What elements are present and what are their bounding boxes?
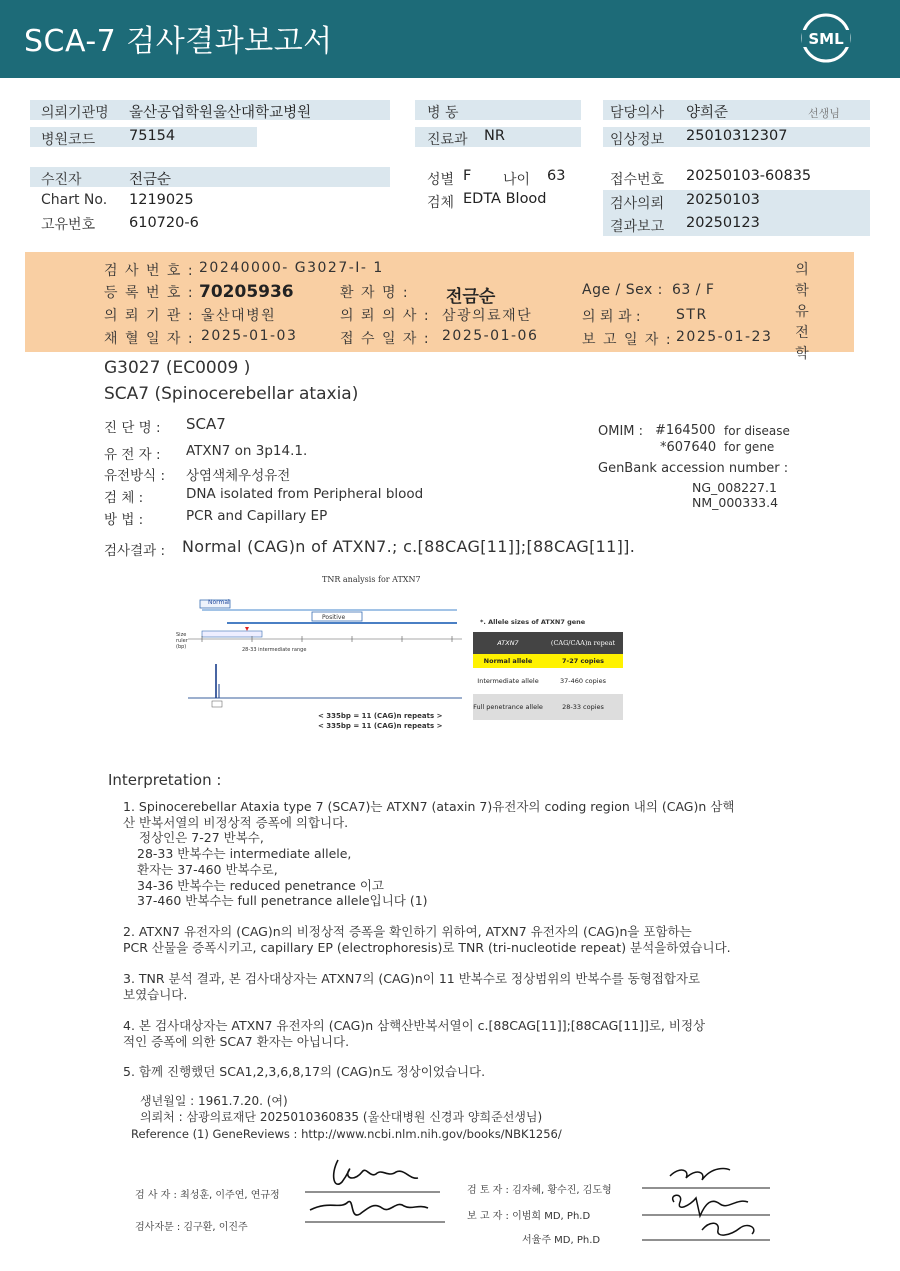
dept-value: NR: [484, 128, 505, 144]
marker-icon: [245, 627, 249, 631]
reviewer-signature-icon: [640, 1158, 775, 1243]
omim-disease-id: #164500: [655, 423, 716, 438]
allele-table-title: *. Allele sizes of ATXN7 gene: [480, 618, 586, 626]
allele-cell: Full penetrance allele: [473, 703, 543, 711]
test-no-label: 검 사 번 호 :: [104, 263, 195, 279]
allele-row-intermediate: [473, 668, 623, 694]
req-dept-value: STR: [676, 307, 708, 323]
vertical-char: 유: [795, 304, 809, 320]
vertical-char: 학: [795, 283, 809, 299]
omim-gene-desc: for gene: [724, 440, 775, 454]
positive-label: Positive: [322, 614, 346, 621]
reporter-names: 보 고 자 : 이범희 MD, Ph.D: [467, 1211, 591, 1222]
logo-text: SML: [808, 30, 844, 48]
reference-line: Reference (1) GeneReviews : http://www.ncbi.nlm.nih.gov/books/NBK1256/: [131, 1127, 562, 1141]
org-value: 울산공업학원울산대학교병원: [129, 105, 312, 121]
diag-value: SCA7: [186, 415, 226, 433]
interp-line: 3. TNR 분석 결과, 본 검사대상자는 ATXN7의 (CAG)n이 11 반복수로 정상범위의 반복수를 동형접합자로: [123, 971, 701, 986]
method-label: 방 법 :: [104, 512, 144, 528]
report-title: SCA-7 검사결과보고서: [24, 24, 333, 59]
peak-label-box: [212, 701, 222, 707]
advisor-names: 검사자문 : 김구환, 이진주: [135, 1222, 248, 1233]
allele-cell: 7-27 copies: [561, 657, 604, 665]
interp-line: 정상인은 7-27 반복수,: [139, 830, 264, 845]
size-ruler-label: Size ruler (bp): [176, 632, 188, 650]
interp-line: 5. 함께 진행했던 SCA1,2,3,6,8,17의 (CAG)n도 정상이었습니다.: [123, 1064, 486, 1079]
info-bar-patient: [30, 167, 390, 187]
omim-gene-id: *607640: [660, 440, 717, 455]
interp-line: 34-36 반복수는 reduced penetrance 이고: [137, 878, 384, 893]
tnr-schematic: [172, 592, 472, 732]
orange-receipt-value: 2025-01-06: [442, 328, 539, 344]
dept-label: 진료과: [427, 132, 468, 148]
interp-line: 보였습니다.: [123, 987, 188, 1002]
specimen-value: EDTA Blood: [463, 191, 547, 207]
specimen-detail-label: 검 체 :: [104, 490, 144, 506]
intermediate-box: [202, 631, 262, 637]
peak-annotation-2: < 335bp = 11 (CAG)n repeats >: [318, 722, 443, 730]
requester-line: 의뢰처 : 삼광의료재단 2025010360835 (울산대병원 신경과 양희준선생님): [140, 1110, 543, 1124]
reg-no-value: 70205936: [199, 282, 294, 302]
interp-line: 산 반복서열의 비정상적 증폭에 의합니다.: [123, 815, 349, 830]
interp-line: 37-460 반복수는 full penetrance allele입니다 (1): [137, 893, 428, 908]
request-label: 검사의뢰: [610, 196, 665, 212]
collect-label: 채 혈 일 자 :: [104, 331, 195, 347]
allele-table-header: [473, 632, 623, 654]
interp-line: 환자는 37-460 반복수로,: [137, 862, 278, 877]
method-value: PCR and Capillary EP: [186, 508, 328, 524]
allele-cell: Intermediate allele: [477, 677, 539, 685]
orange-report-label: 보 고 일 자 :: [582, 332, 673, 348]
uid-value: 610720-6: [129, 215, 199, 231]
vertical-char: 의: [795, 262, 809, 278]
orange-report-value: 2025-01-23: [676, 329, 773, 345]
age-label: 나이: [503, 172, 531, 188]
figure-title: TNR analysis for ATXN7: [322, 575, 421, 584]
allele-head-repeat: (CAG/CAA)n repeat: [550, 639, 616, 647]
patient-value: 전금순: [129, 172, 172, 188]
inherit-label: 유전방식 :: [104, 468, 166, 484]
gene-label: 유 전 자 :: [104, 447, 161, 463]
doctor-label: 담당의사: [610, 105, 665, 121]
specimen-detail-value: DNA isolated from Peripheral blood: [186, 486, 424, 502]
interp-line: 적인 증폭에 의한 SCA7 환자는 아닙니다.: [123, 1034, 350, 1049]
req-dept-label: 의 뢰 과 :: [582, 309, 641, 325]
gene-value: ATXN7 on 3p14.1.: [186, 443, 308, 459]
vertical-char: 학: [795, 346, 809, 362]
allele-table: [473, 632, 623, 720]
genbank-label: GenBank accession number :: [598, 461, 789, 476]
peak-annotation-1: < 335bp = 11 (CAG)n repeats >: [318, 712, 443, 720]
receipt-value: 20250103-60835: [686, 168, 812, 184]
orange-patient-label: 환 자 명 :: [340, 285, 410, 301]
specimen-label: 검체: [427, 195, 455, 211]
omim-disease-desc: for disease: [724, 424, 790, 438]
collect-value: 2025-01-03: [201, 328, 298, 344]
genbank-nm: NM_000333.4: [692, 495, 779, 510]
allele-cell: 28-33 copies: [562, 703, 604, 711]
request-value: 20250103: [686, 192, 760, 208]
omim-label: OMIM :: [598, 424, 644, 439]
interp-line: 2. ATXN7 유전자의 (CAG)n의 비정상적 증폭을 확인하기 위하여, ATXN7 유전자의 (CAG)n을 포함하는: [123, 924, 692, 939]
reporter-names-2: 서율주 MD, Ph.D: [522, 1235, 601, 1246]
org-label: 의뢰기관명: [41, 105, 109, 121]
result-value: Normal (CAG)n of ATXN7.; c.[88CAG[11]];[88CAG[11]].: [182, 537, 636, 556]
normal-label: Normal: [208, 599, 230, 606]
interp-line: 4. 본 검사대상자는 ATXN7 유전자의 (CAG)n 삼핵산반복서열이 c.[88CAG[11]];[88CAG[11]]로, 비정상: [123, 1018, 706, 1033]
allele-row-full: [473, 694, 623, 720]
orange-org-value: 울산대병원: [201, 308, 277, 324]
reg-no-label: 등 록 번 호 :: [104, 285, 195, 301]
chart-label: Chart No.: [41, 192, 108, 208]
intermediate-range-label: 28-33 intermediate range: [242, 647, 307, 653]
doctor-value: 양희준: [686, 105, 729, 121]
sml-logo-icon: [800, 12, 852, 64]
orange-org-label: 의 뢰 기 관 :: [104, 308, 195, 324]
report-header: [0, 0, 900, 78]
hospital-code-value: 75154: [129, 128, 176, 144]
uid-label: 고유번호: [41, 217, 96, 233]
req-doc-value: 삼광의료재단: [442, 308, 533, 324]
allele-cell: Normal allele: [483, 657, 533, 665]
orange-receipt-label: 접 수 일 자 :: [340, 331, 431, 347]
reviewer-names: 검 토 자 : 김자혜, 황수진, 김도형: [467, 1185, 612, 1196]
tester-signature-icon: [300, 1150, 460, 1235]
inherit-value: 상염색체우성유전: [186, 468, 291, 484]
test-code: G3027 (EC0009 ): [104, 358, 251, 378]
test-no-value: 20240000- G3027-I- 1: [199, 260, 384, 276]
vertical-char: 전: [795, 325, 809, 341]
sex-value: F: [463, 168, 472, 184]
clinical-value: 25010312307: [686, 128, 788, 144]
clinical-label: 임상정보: [610, 132, 665, 148]
hospital-code-label: 병원코드: [41, 132, 96, 148]
req-doc-label: 의 뢰 의 사 :: [340, 308, 431, 324]
doctor-suffix: 선생님: [808, 107, 840, 120]
chart-value: 1219025: [129, 192, 194, 208]
dob-line: 생년월일 : 1961.7.20. (여): [140, 1094, 288, 1108]
result-label: 검사결과 :: [104, 543, 166, 559]
age-sex-label: Age / Sex :: [582, 282, 663, 298]
age-value: 63: [547, 168, 566, 184]
sex-label: 성별: [427, 172, 455, 188]
patient-label: 수진자: [41, 172, 82, 188]
receipt-label: 접수번호: [610, 172, 665, 188]
allele-cell: 37-460 copies: [560, 677, 606, 685]
interpretation-title: Interpretation :: [108, 771, 222, 789]
interp-line: 1. Spinocerebellar Ataxia type 7 (SCA7)는 ATXN7 (ataxin 7)유전자의 coding region 내의 (CAG)n 삼핵: [123, 799, 735, 814]
orange-patient-value: 전금순: [446, 287, 496, 307]
tester-names: 검 사 자 : 최성훈, 이주연, 연규정: [135, 1190, 280, 1201]
medical-genetics-vertical: [794, 260, 810, 365]
interp-line: 28-33 반복수는 intermediate allele,: [137, 846, 352, 861]
age-sex-value: 63 / F: [672, 282, 715, 298]
report-date-label: 결과보고: [610, 219, 665, 235]
genbank-ng: NG_008227.1: [692, 480, 777, 495]
test-title: SCA7 (Spinocerebellar ataxia): [104, 384, 359, 404]
allele-row-normal: [473, 654, 623, 668]
ward-label: 병 동: [427, 105, 459, 121]
allele-head-gene: ATXN7: [497, 639, 519, 647]
report-date-value: 20250123: [686, 215, 760, 231]
diag-label: 진 단 명 :: [104, 420, 161, 436]
interp-line: PCR 산물을 증폭시키고, capillary EP (electrophoresis)로 TNR (tri-nucleotide repeat) 분석을하였습니다.: [123, 940, 731, 955]
